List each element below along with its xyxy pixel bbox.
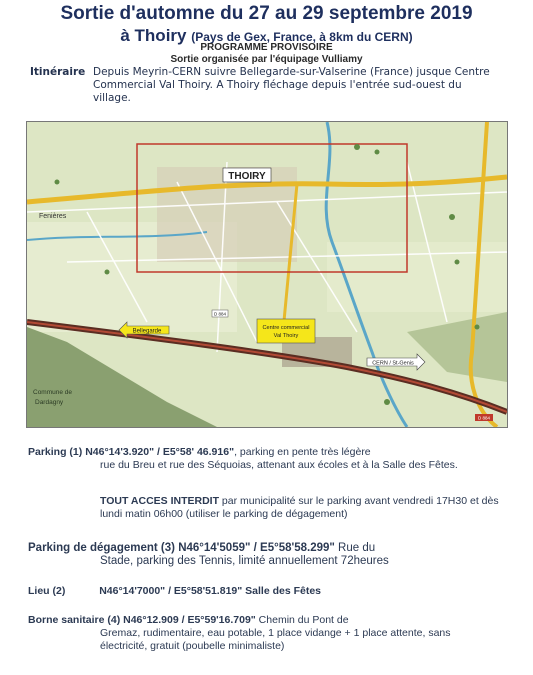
- lieu-coords: N46°14'7000" / E5°58'51.819": [99, 585, 243, 597]
- lieu-text: Salle des Fêtes: [242, 585, 322, 597]
- map-drawing: [27, 122, 507, 427]
- map-label-road-east: D 884: [477, 415, 491, 421]
- map-label-commune-1: Commune de: [33, 389, 73, 396]
- title-place: à Thoiry: [120, 26, 187, 45]
- map-label-cern: CERN / St-Genis: [372, 360, 414, 367]
- borne-text-cont: Gremaz, rudimentaire, eau potable, 1 place vidange + 1 place attente, sans électricité, gratuit (poubelle minimaliste): [100, 627, 451, 652]
- parking-1-label: Parking (1): [28, 446, 83, 458]
- access-notice-text: par municipalité sur le parking avant vendredi 17H30 et dès lundi matin 06h00 (utiliser le parking de dégagement): [100, 495, 499, 520]
- borne-coords: N46°12.909 / E5°59'16.709": [123, 614, 256, 626]
- document-title: [0, 0, 533, 47]
- parking-1-text: , parking en pente très légère: [234, 446, 371, 458]
- itinerary-block: [30, 66, 500, 105]
- programme-heading: PROGRAMME PROVISOIRE: [200, 42, 333, 53]
- parking-2-text-cont: Stade, parking des Tennis, limité annuellement 72heures: [100, 555, 389, 567]
- map-label-commune-2: Dardagny: [35, 399, 64, 406]
- parking-2-label: Parking de dégagement (3): [28, 542, 175, 554]
- map-label-centre-1: Centre commercial: [262, 325, 310, 331]
- map-label-fenieres: Fenières: [39, 213, 67, 220]
- map-label-thoiry: THOIRY: [228, 171, 266, 182]
- parking-1-coords: N46°14'3.920" / E5°58' 46.916": [85, 446, 235, 458]
- map-label-centre-2: Val Thoiry: [273, 333, 299, 339]
- parking-1-text-cont: rue du Breu et rue des Séquoias, attenant aux écoles et à la Salle des Fêtes.: [100, 459, 458, 471]
- lieu-entry: [28, 585, 498, 598]
- title-line-1: Sortie d'automne du 27 au 29 septembre 2019: [60, 3, 473, 24]
- lieu-label: Lieu (2): [28, 585, 66, 597]
- parking-2-text: Rue du: [334, 542, 376, 554]
- map-label-road-d884: D 884: [213, 311, 227, 317]
- centre-commercial-box: [257, 319, 315, 343]
- access-notice-strong: TOUT ACCES INTERDIT: [100, 495, 220, 507]
- parking-2-coords: N46°14'5059" / E5°58'58.299": [178, 542, 335, 554]
- itinerary-label: Itinéraire: [30, 66, 86, 78]
- access-map: [26, 121, 508, 428]
- map-label-bellegarde: Bellegarde: [132, 328, 162, 335]
- borne-entry: [28, 614, 498, 653]
- itinerary-text: Depuis Meyrin-CERN suivre Bellegarde-sur-Valserine (France) jusque Centre Commercial Val Thoiry. A Thoiry fléchage depuis l'entrée sud-ouest du village.: [93, 66, 490, 104]
- title-location-note: (Pays de Gex, France, à 8km du CERN): [191, 30, 413, 44]
- borne-text: Chemin du Pont de: [255, 614, 349, 626]
- parking-1-entry: [28, 446, 498, 472]
- borne-label: Borne sanitaire (4): [28, 614, 121, 626]
- parking-2-entry: [28, 542, 498, 568]
- organiser-line: Sortie organisée par l'équipage Vulliamy: [170, 54, 363, 65]
- programme-block: [0, 42, 533, 66]
- access-notice: [100, 495, 500, 521]
